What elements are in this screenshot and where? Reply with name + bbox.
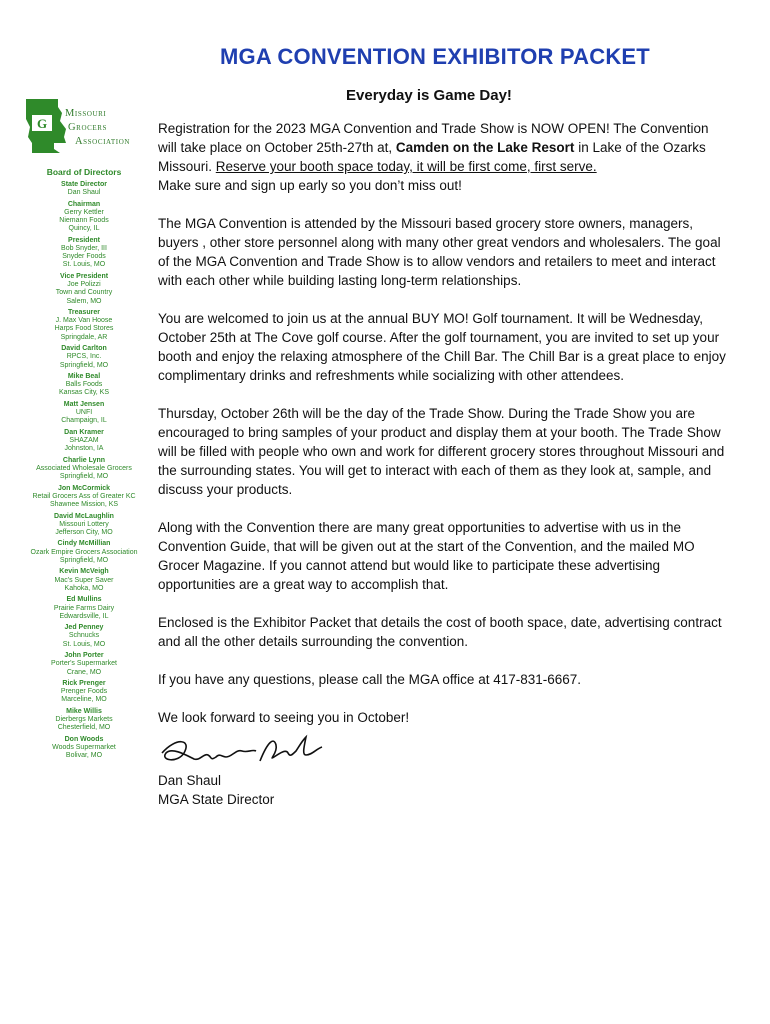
board-member-detail: Balls Foods xyxy=(65,381,103,389)
board-member-detail: Johnston, IA xyxy=(64,445,104,453)
signer-name: Dan Shaul xyxy=(158,773,222,788)
paragraph-trade-show: Thursday, October 26th will be the day of the Trade Show. During the Trade Show you are encouraged to bring samples of your product and display them at your booth. The Trade Show will be filled with people who own and work for different grocery stores throughout Missouri and the surrounding states. You will get to interact with each of them as they look at, sample, and discuss your products. xyxy=(158,406,725,497)
board-member xyxy=(20,457,148,482)
board-member-detail: J. Max Van Hoose xyxy=(55,317,113,325)
paragraph-closing: We look forward to seeing you in October! xyxy=(158,710,410,725)
signature-image xyxy=(156,731,326,776)
board-member-name: David McLaughlin xyxy=(54,512,114,520)
board-member-detail: Springdale, AR xyxy=(60,333,108,341)
board-member-name: Dan Kramer xyxy=(64,428,104,436)
paragraph-golf: You are welcomed to join us at the annual BUY MO! Golf tournament. It will be Wednesday, October 25th at The Cove golf course. After the golf tournament, you are invited to set up your booth and enjoy the relaxing atmosphere of the Chill Bar. The Chill Bar is a great place to enjoy complimentary drinks and refreshments while socializing with other attendees. xyxy=(158,311,726,383)
board-member xyxy=(20,568,148,593)
board-member-role: Treasurer xyxy=(68,309,100,317)
board-member-name: Matt Jensen xyxy=(63,400,105,408)
board-member-detail: Snyder Foods xyxy=(62,253,106,261)
paragraph-contact: If you have any questions, please call the MGA office at 417-831-6667. xyxy=(158,672,582,687)
board-member xyxy=(20,181,148,197)
board-member-detail: St. Louis, MO xyxy=(62,640,106,648)
board-heading: Board of Directors xyxy=(46,167,122,177)
reserve-booth-note: Reserve your booth space today, it will be first come, first serve. xyxy=(215,159,597,174)
board-member-detail: Dan Shaul xyxy=(67,189,101,197)
missouri-state-outline-icon xyxy=(24,97,68,155)
board-member xyxy=(20,680,148,705)
board-member xyxy=(20,401,148,426)
board-member xyxy=(20,624,148,649)
board-member-detail: Springfield, MO xyxy=(59,473,109,481)
board-member-detail: Harps Food Stores xyxy=(54,325,114,333)
board-member-detail: Retail Grocers Ass of Greater KC xyxy=(32,492,136,500)
board-member-detail: Porter's Supermarket xyxy=(51,660,117,668)
board-member xyxy=(20,201,148,234)
signer-title: MGA State Director xyxy=(158,792,275,807)
board-member-detail: Springfield, MO xyxy=(59,361,109,369)
board-member-name: Jed Penney xyxy=(64,624,104,632)
venue-name: Camden on the Lake Resort xyxy=(395,140,575,155)
paragraph-registration-location: in Lake of the Ozarks Missouri. xyxy=(158,140,706,174)
board-member-detail: Niemann Foods xyxy=(59,217,109,225)
board-member-detail: Woods Supermarket xyxy=(52,744,116,752)
board-member-role: State Director xyxy=(61,181,107,188)
board-member-detail: Springfield, MO xyxy=(59,556,109,564)
board-member-detail: Marceline, MO xyxy=(61,696,107,704)
board-member-name: Ed Mullins xyxy=(66,596,102,604)
paragraph-advertising: Along with the Convention there are many great opportunities to advertise with us in the Convention Guide, that will be given out at the start of the Convention, and the mailed MO Grocer Magazine. If you cannot attend but would like to participate these advertising opportunities are a great way to accomplish that. xyxy=(158,520,695,592)
signature-block xyxy=(158,771,274,809)
board-member-detail: Bob Snyder, III xyxy=(61,245,107,253)
board-member-detail: SHAZAM xyxy=(69,437,99,445)
board-member-detail: Edwardsville, IL xyxy=(59,612,109,620)
board-member-role: President xyxy=(68,236,100,244)
board-member-detail: Chesterfield, MO xyxy=(57,724,111,732)
board-member-name: David Carlton xyxy=(61,345,107,353)
board-member-detail: Prairie Farms Dairy xyxy=(53,604,115,612)
board-member-name: Jon McCormick xyxy=(57,484,111,492)
page-subtitle: Everyday is Game Day! xyxy=(346,87,512,104)
board-of-directors-list xyxy=(20,167,148,764)
board-member-name: Charlie Lynn xyxy=(62,456,106,464)
board-member-role: Vice President xyxy=(59,272,109,280)
logo-word-3: Association xyxy=(75,136,131,147)
board-member-detail: UNFI xyxy=(75,409,93,417)
board-member-role: Chairman xyxy=(67,200,101,208)
page-title: MGA CONVENTION EXHIBITOR PACKET xyxy=(220,44,650,69)
board-member-detail: Kahoka, MO xyxy=(64,584,104,592)
board-member-detail: Schnucks xyxy=(68,632,100,640)
board-member xyxy=(20,596,148,621)
board-member xyxy=(20,652,148,677)
board-member-detail: Bolivar, MO xyxy=(65,752,103,760)
board-member xyxy=(20,429,148,454)
board-member-detail: Prenger Foods xyxy=(60,688,108,696)
board-member-detail: Mac's Super Saver xyxy=(54,576,114,584)
board-member-detail: Kansas City, KS xyxy=(58,389,110,397)
board-member-detail: Salem, MO xyxy=(66,297,102,305)
board-member xyxy=(20,309,148,342)
board-member xyxy=(20,237,148,270)
svg-text:G: G xyxy=(36,116,48,131)
board-member-name: Kevin McVeigh xyxy=(59,568,109,576)
board-member-name: Rick Prenger xyxy=(62,680,106,688)
paragraph-enclosed: Enclosed is the Exhibitor Packet that details the cost of booth space, date, advertising contract and all the other details surrounding the convention. xyxy=(158,615,722,649)
board-member-detail: Gerry Kettler xyxy=(64,208,104,216)
board-member-detail: RPCS, Inc. xyxy=(66,353,102,361)
board-member-name: Don Woods xyxy=(64,735,104,743)
board-member-detail: Town and Country xyxy=(55,289,113,297)
board-member-detail: Jefferson City, MO xyxy=(55,528,113,536)
board-member-detail: Ozark Empire Grocers Association xyxy=(30,548,138,556)
logo-word-1: Missouri xyxy=(65,108,107,119)
board-member-name: John Porter xyxy=(64,652,104,660)
board-member xyxy=(20,373,148,398)
board-member-detail: Joe Polizzi xyxy=(67,281,101,289)
letter-body xyxy=(158,119,728,746)
board-member-detail: St. Louis, MO xyxy=(62,261,106,269)
board-member-detail: Associated Wholesale Grocers xyxy=(36,464,132,472)
board-member xyxy=(20,540,148,565)
board-member-detail: Shawnee Mission, KS xyxy=(49,501,119,509)
association-logo xyxy=(24,97,150,157)
board-member xyxy=(20,513,148,538)
board-member-name: Mike Beal xyxy=(67,373,101,381)
board-member-detail: Crane, MO xyxy=(66,668,102,676)
board-member-detail: Dierbergs Markets xyxy=(55,716,113,724)
board-member-detail: Champaign, IL xyxy=(61,417,107,425)
board-member xyxy=(20,736,148,761)
board-member xyxy=(20,485,148,510)
board-member-detail: Missouri Lottery xyxy=(59,520,109,528)
board-member xyxy=(20,345,148,370)
paragraph-attendees: The MGA Convention is attended by the Missouri based grocery store owners, managers, buyers , other store personnel along with many other great vendors and wholesalers. The goal of the MGA Convention and Trade Show is to allow vendors and retailers to meet and interact with each other while building lasting long-term relationships. xyxy=(158,216,721,288)
board-member-detail: Quincy, IL xyxy=(68,225,100,233)
paragraph-registration xyxy=(158,119,728,195)
logo-word-2: Grocers xyxy=(68,122,108,133)
board-member-name: Mike Willis xyxy=(66,707,102,715)
paragraph-registration-reminder: Make sure and sign up early so you don’t miss out! xyxy=(158,178,462,193)
board-member-name: Cindy McMillian xyxy=(57,540,111,548)
board-member xyxy=(20,273,148,306)
paragraph-registration-text: Registration for the 2023 MGA Convention and Trade Show is NOW OPEN! The Convention will take place on October 25th-27th at, xyxy=(158,121,709,155)
board-member xyxy=(20,708,148,733)
